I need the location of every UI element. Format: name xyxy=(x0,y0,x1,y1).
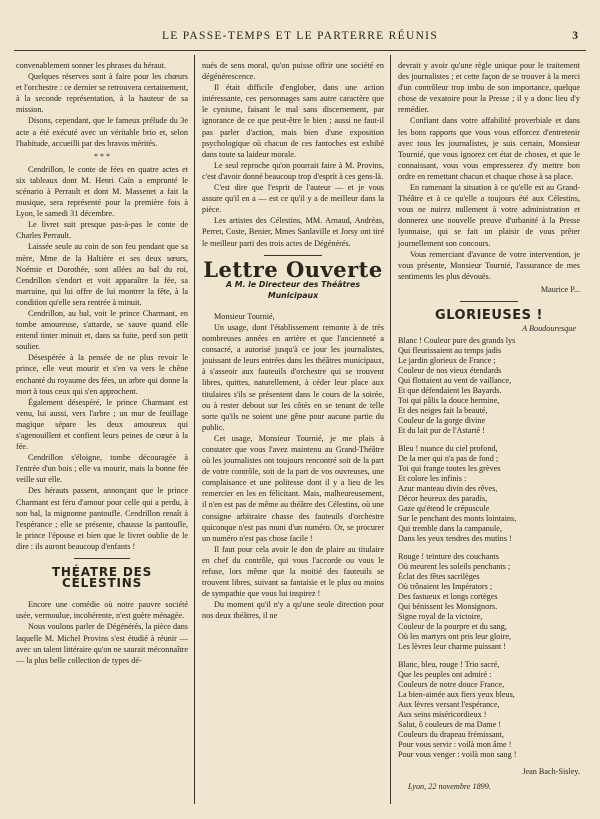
poem-line: Couleur de la gorge divine xyxy=(398,416,486,426)
column-divider xyxy=(194,55,195,804)
salutation: Monsieur Tournié, xyxy=(214,311,275,321)
poem-line: Et du lait pur de l'Astarté ! xyxy=(398,426,485,436)
poem-line: Les lèvres leur charme puissant ! xyxy=(398,642,506,652)
section-heading-glorieuses: GLORIEUSES ! xyxy=(435,307,543,323)
poem-line: Couleur de la pourpre et du sang, xyxy=(398,622,507,632)
paragraph: En ramenant la situation à ce qu'elle est au Grand-Théâtre et à ce qu'elle a toujours été aux Célestins, vous ne nuirez nullement à votre administration et donnerez une nouvelle preuve d'urbanité à la Presse lyonnaise, qui se fait un plaisir de vous prêter journellement son concours. xyxy=(398,183,580,248)
paragraph: Confiant dans votre affabilité proverbiale et dans les bons rapports que vous vous efforcez d'entretenir avec tous les journalistes, je suis certain, Monsieur Tournié, que vous ignorez cet état de choses, et que le connaissant, vous vous empresserez d'y mettre bon ordre en remettant chacun et chaque chose à sa place. xyxy=(398,116,580,181)
poem-stanza xyxy=(398,336,580,436)
paragraph: Le seul reproche qu'on pourrait faire à M. Provins, c'est d'avoir donné beaucoup trop d'esprit à ces gens-là. xyxy=(202,160,384,181)
column-1 xyxy=(16,60,188,666)
poem-dedication: A Boudouresque xyxy=(522,324,576,334)
paragraph: Désespérée à la pensée de ne plus revoir le prince, elle veut mourir et s'en va vers le chêne enchanté du royaume des fées, un arbre qui donne la mort à tous ceux qui s'en approchent. xyxy=(16,353,188,396)
paragraph: devrait y avoir qu'une règle unique pour le traitement des journalistes ; et cette façon de se trouver à la merci d'un contrôleur trop imbu de son importance, quelque chose de vexatoire pour la Presse ; il y a donc lieu d'y remédier. xyxy=(398,61,580,115)
paragraph: Vous remerciant d'avance de votre intervention, je vous présente, Monsieur Tournié, l'assurance de mes sentiments les plus dévoués. xyxy=(398,249,580,281)
column-divider xyxy=(390,55,391,804)
poem-line: Couleurs du drapeau frémissant, xyxy=(398,730,504,740)
paragraph: Des hérauts passent, annonçant que le prince Charmant est féru d'amour pour celle qui a perdu, à son bal, la mignonne pantoufle. Cendrillon renaît à l'espérance ; elle se présente, chausse la pantoufle, le prince l'épouse et bien que le livret oublie de le dire : ils auront beaucoup d'enfants ! xyxy=(16,486,188,551)
paragraph: Cet usage, Monsieur Tournié, je me plais à constater que vous l'avez maintenu au Grand-Théâtre où les journalistes ont toujours rencontré soit de la part de votre contrôle, soit de la part de vos ouvreuses, une complaisance et une politesse dont il y a lieu de les remercier en les en félicitant. Mais, malheureusement, il n'en est pas de même au théâtre des Célestins, où une consigne arbitraire chasse des fauteuils d'orchestre quiconque n'est pas muni d'un numéro. Or, se procurer un numéro n'est pas chose facile ! xyxy=(202,433,384,543)
section-heading-celestins: THÉATRE DES CÉLESTINS xyxy=(51,565,153,591)
paragraph: Encore une comédie où notre pauvre société usée, vermoulue, incohérente, n'est guère ménagée. xyxy=(16,600,188,621)
section-divider xyxy=(460,301,518,302)
poem-line: Couleurs de notre douce France, xyxy=(398,680,505,690)
paragraph: Il faut pour cela avoir le don de plaire au titulaire en chef du contrôle, qui vous l'accorde ou vous le refuse, lors même que la moitié des fauteuils se trouvent libres, suivant sa fantaisie et le plus ou moins de sympathie que vous lui inspirez ! xyxy=(202,544,384,599)
poem-line: Azur manteau divin des rêves, xyxy=(398,484,498,494)
poem-line: Qui flottaient au vent de vaillance, xyxy=(398,376,512,386)
poem-line: Sur le penchant des monts lointains, xyxy=(398,514,517,524)
paragraph: Il était difficile d'englober, dans une action intéressante, ces personnages sans autre caractère que le cynisme, faisant le mal sans discernement, par ignorance de ce que peut-être le bien ; aussi ne faut-il pas parler d'action, mais bien d'une exposition psychologique où chacun de ces fantoches est exhibé dans toute sa laideur morale. xyxy=(202,83,384,159)
poem-line: Dans les yeux tendres des mutins ! xyxy=(398,534,512,544)
poem-line: Rouge ! teinture des couchants xyxy=(398,552,499,562)
poem-line: La bien-aimée aux fiers yeux bleus, xyxy=(398,690,515,700)
poem-signature: Jean Bach-Sisley. xyxy=(522,767,580,777)
poem-line: Décor heureux des paradis, xyxy=(398,494,488,504)
poem-stanza xyxy=(398,444,580,544)
paragraph: Quelques réserves sont à faire pour les chœurs et l'orchestre : ce dernier se retrouvera certainement, à la seconde représentation, à la hauteur de sa mission. xyxy=(16,72,188,115)
poem-line: Toi qui frange toutes les grèves xyxy=(398,464,501,474)
poem-line: Aux lèvres versant l'espérance, xyxy=(398,700,500,710)
poem-line: Et colore les infinis : xyxy=(398,474,467,484)
paragraph: Le livret suit presque pas-à-pas le conte de Charles Perrault. xyxy=(16,220,188,241)
poem-line: Toi qui pâlis la douce hermine, xyxy=(398,396,500,406)
poem-line: Gaze qu'étend le crépuscule xyxy=(398,504,490,514)
poem-line: Couleur de nos vieux étendards xyxy=(398,366,502,376)
paragraph: convenablement sonner les phrases du héraut. xyxy=(16,61,167,70)
poem-line: Où trônaient les Impérators ; xyxy=(398,582,493,592)
page-header xyxy=(14,30,586,48)
page-number: 3 xyxy=(572,30,578,42)
header-rule xyxy=(14,50,586,51)
paragraph: Un usage, dont l'établissement remonte à de très nombreuses années en arrière et que l'ancienneté a consacré, a autorisé jusqu'à ce jour les journalistes, jouissant de leurs entrées dans les théâtres municipaux, à s'asseoir aux fauteuils d'orchestre qui se trouvent libres, quittes, naturellement, à céder leur place aux titulaires s'ils se présentent dans le cours de la soirée, ou à rester debout sur les côtés en se tenant de telle sorte qu'ils ne soient une gêne pour aucune partie du public. xyxy=(202,322,384,432)
paragraph: Laissée seule au coin de son feu pendant que sa mère, Mme de la Haltière et ses deux sœurs, Noémie et Dorothée, sont allées au bal du roi, Cendrillon s'endort et voit apparaître la fée, sa marraine, qui lui offre de lui montrer la fête, à la condition qu'elle sera rentrée à minuit. xyxy=(16,242,188,307)
paragraph: Disons, cependant, que le fameux prélude du 3e acte a été exécuté avec un véritable brio et, selon l'habitude, accueilli par des bravos mérités. xyxy=(16,116,188,148)
letter-signature: Maurice P... xyxy=(540,284,580,294)
paragraph: C'est dire que l'esprit de l'auteur — et je vous assure qu'il en a — est ce qu'il y a de meilleur dans la pièce. xyxy=(202,183,384,215)
poem-line: Salut, ô couleurs de ma Dame ! xyxy=(398,720,501,730)
poem-line: Le jardin glorieux de France ; xyxy=(398,356,496,366)
poem-line: Qui bénissent les Monsignors. xyxy=(398,602,498,612)
poem-line: Des fastueux et longs cortèges xyxy=(398,592,498,602)
paragraph: nués de sens moral, qu'on puisse offrir une société en dégénérescence. xyxy=(202,61,384,82)
poem-line: Et que défendaient les Bayards. xyxy=(398,386,502,396)
poem-line: Où les martyrs ont pris leur gloire, xyxy=(398,632,512,642)
paragraph: Cendrillon, le conte de fées en quatre actes et six tableaux dont M. Henri Caïn a emprunté le scénario à Perrault et dont M. Massenet a fait la musique, sera représenté pour la première fois à Lyon, le samedi 31 décembre. xyxy=(16,164,188,219)
publication-title: LE PASSE-TEMPS ET LE PARTERRE RÉUNIS xyxy=(161,30,439,42)
poem-line: Que les peuples ont admiré : xyxy=(398,670,492,680)
poem-stanza xyxy=(398,660,580,760)
poem-date: Lyon, 22 novembre 1899. xyxy=(408,782,491,792)
poem-line: Éclat des fêtes sacrilèges xyxy=(398,572,480,582)
poem-line: Signe royal de la victoire, xyxy=(398,612,483,622)
paragraph: Cendrillon s'éloigne, tombe découragée à l'entrée d'un bois ; elle va mourir, mais la bonne fée veille sur elle. xyxy=(16,453,188,485)
poem-line: Bleu ! nuance du ciel profond, xyxy=(398,444,498,454)
poem-line: De la mer qui n'a pas de fond ; xyxy=(398,454,499,464)
section-subtitle: A M. le Directeur des Théâtres Municipaux xyxy=(225,279,361,300)
poem-line: Où meurent les soleils penchants ; xyxy=(398,562,511,572)
poem-line: Aux seins miséricordieux ! xyxy=(398,710,487,720)
poem-line: Pour vous servir : voilà mon âme ! xyxy=(398,740,512,750)
poem-line: Blanc ! Couleur pure des grands lys xyxy=(398,336,516,346)
column-3 xyxy=(398,60,580,792)
paragraph: Nous voulons parler de Dégénérés, la pièce dans laquelle M. Michel Provins s'est étudié à réunir — avec un talent littéraire qu'on ne saurait méconnaître — la plus belle collection de types dé- xyxy=(16,622,188,665)
paragraph: Également désespéré, le prince Charmant est venu, lui aussi, vers l'arbre ; un mur de feuillage magique sépare les deux amoureux qui s'agenouillent et confient leurs peines de cœur à la fée. xyxy=(16,397,188,452)
paragraph: Cendrillon, au bal, voit le prince Charmant, en tombe amoureuse, s'attarde, se sauve quand elle entend tinter minuit et, dans sa fuite, perd son petit soulier. xyxy=(16,308,188,352)
poem-line: Et des neiges fait la beauté, xyxy=(398,406,488,416)
poem-line: Qui tremble dans la campanule, xyxy=(398,524,502,534)
poem-line: Qui fleurissaient au temps jadis xyxy=(398,346,502,356)
section-heading-lettre-ouverte: Lettre Ouverte xyxy=(203,256,383,282)
paragraph: Les artistes des Célestins, MM. Arnaud, Andréas, Perret, Coste, Benier, Mmes Sanlaville et Jorsy ont tiré le meilleur parti des trois actes de Dégénérés. xyxy=(202,216,384,248)
section-stars: * * * xyxy=(94,151,110,161)
poem-line: Pour vous venger : voilà mon sang ! xyxy=(398,750,517,760)
poem-line: Blanc, bleu, rouge ! Trio sacré, xyxy=(398,660,500,670)
poem-stanza xyxy=(398,552,580,652)
column-2 xyxy=(202,60,384,622)
section-divider xyxy=(264,255,322,256)
paragraph: Du moment qu'il n'y a qu'une seule direction pour nos deux théâtres, il ne xyxy=(202,600,384,621)
section-divider xyxy=(74,558,129,559)
